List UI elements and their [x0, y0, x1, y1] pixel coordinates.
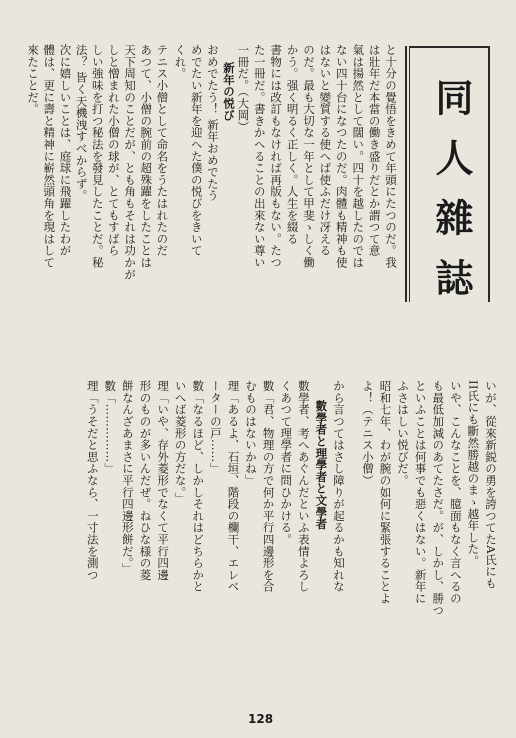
text-column: 數學者、考へあぐんだといふ表情よろし [296, 380, 311, 593]
page-number: 128 [248, 712, 274, 726]
title-rule-top [410, 46, 490, 48]
new-year-joy-section [26, 44, 236, 340]
text-column: ふさはしい悦びだ。 [396, 380, 411, 487]
text-column: 法？ 皆く天機洩すべからず。 [74, 44, 89, 202]
text-column: 數「……………」 [103, 380, 118, 475]
text-column: かう。强く明るく正しく。人生を綴る [285, 44, 300, 245]
text-column: めでたい新年を迎へた僕の悦びをきいて [189, 44, 204, 257]
text-column: 氣は揚然として闊い。四十を越したのでは [351, 44, 366, 269]
bottom-right-section [348, 380, 498, 700]
text-column: よ！（テニス小僧） [360, 380, 375, 487]
text-column: 理「うそだと思ふなら、一寸法を測つ [85, 380, 100, 581]
text-column: はないと變質する使へば使ふだけ冴える [318, 44, 333, 257]
text-column: と十分の覺悟をきめて年頭にたつのだ。我 [384, 44, 398, 269]
text-column: も最低加減のあてたさだ。が、しかし、勝つ [431, 380, 446, 616]
text-column: は壯年だ本當の働き盛りだとか謂つて意 [367, 44, 382, 257]
bottom-left-section [20, 380, 346, 700]
text-column: 次に嬉しいことは、庭球に飛躍したわが [58, 44, 73, 257]
text-column: といふことは何事でも惡くはない。新年に [413, 380, 428, 605]
text-column: いへば菱形の方だな。」 [173, 380, 188, 505]
text-column: 數「君、物理の方で何か平行四邊形を合 [261, 380, 276, 593]
text-column: た一冊だ。書きかへることの出來ない尊い [252, 44, 267, 269]
text-column: 體は、更に壽と精神に嶄然頭角を現はして [42, 44, 57, 269]
text-column: II氏にも斷然勝越のまゝ越年した。 [466, 380, 481, 567]
text-column: 形のものが多いんだぜ。ねひな様の菱 [138, 380, 153, 581]
text-column: 數「なるほど、しかしそれはどちらかと [191, 380, 206, 593]
text-column: むものはないかね」 [244, 380, 259, 487]
text-column: いが、從來新鋭の勇を誇つてたA氏にも [484, 380, 498, 590]
text-column: 一冊だ。（大岡） [236, 44, 251, 133]
text-column: しい強味を打つ秘法を發見したことだ。秘 [90, 44, 105, 269]
text-column: くれ。 [173, 44, 188, 80]
text-column: あつて、小僧の腕前の超殊躍をしたことは [139, 44, 154, 269]
text-column: 天下周知のことだが、とも角もそれは功かが [123, 44, 138, 280]
text-column: 理「いや、存外菱形でなくて平行四邊 [156, 380, 171, 581]
page-title: 同人雜誌 [429, 78, 474, 318]
text-column: 來たことだ。 [26, 44, 41, 115]
text-column: いや、こんなことを、臆面もなく言へるの [448, 380, 463, 605]
text-column: くあつて理學者に問ひかける。 [279, 380, 294, 546]
title-rule-left-inner [409, 46, 410, 302]
text-column: から言つてはさし障りが起るかも知れな [332, 380, 346, 593]
text-column: 昭和七年、わが腕の如何に緊張することよ [378, 380, 393, 605]
text-column: のだ。最も大切な一年として甲斐ゝしく働 [301, 44, 316, 269]
text-column: 書物には改訂もなければ再版もない。たつ [269, 44, 284, 269]
text-column: しと憎まれた小僧の球が、とてもすばら [106, 44, 121, 257]
text-column: 餅なんざあまさに平行四邊形餅だ。」 [120, 380, 135, 575]
text-column: ーターの戸……」 [208, 380, 223, 475]
top-right-section [236, 44, 398, 340]
text-column: 理「あるよ、石垣、階段の欄干、エレベ [226, 380, 241, 593]
text-column: ない四十台になつたのだ。肉體も精神も使 [334, 44, 349, 269]
text-column: おめでたう！ 新年おめでたう [205, 44, 220, 202]
section-heading: 新年の悦び [222, 62, 236, 121]
section-heading: 數學者と理學者と文學者 [314, 400, 329, 530]
text-column: テニス小僧として命名をうたはれたのだ [155, 44, 170, 257]
title-rule-left [405, 46, 407, 302]
title-rule-right [488, 46, 490, 302]
